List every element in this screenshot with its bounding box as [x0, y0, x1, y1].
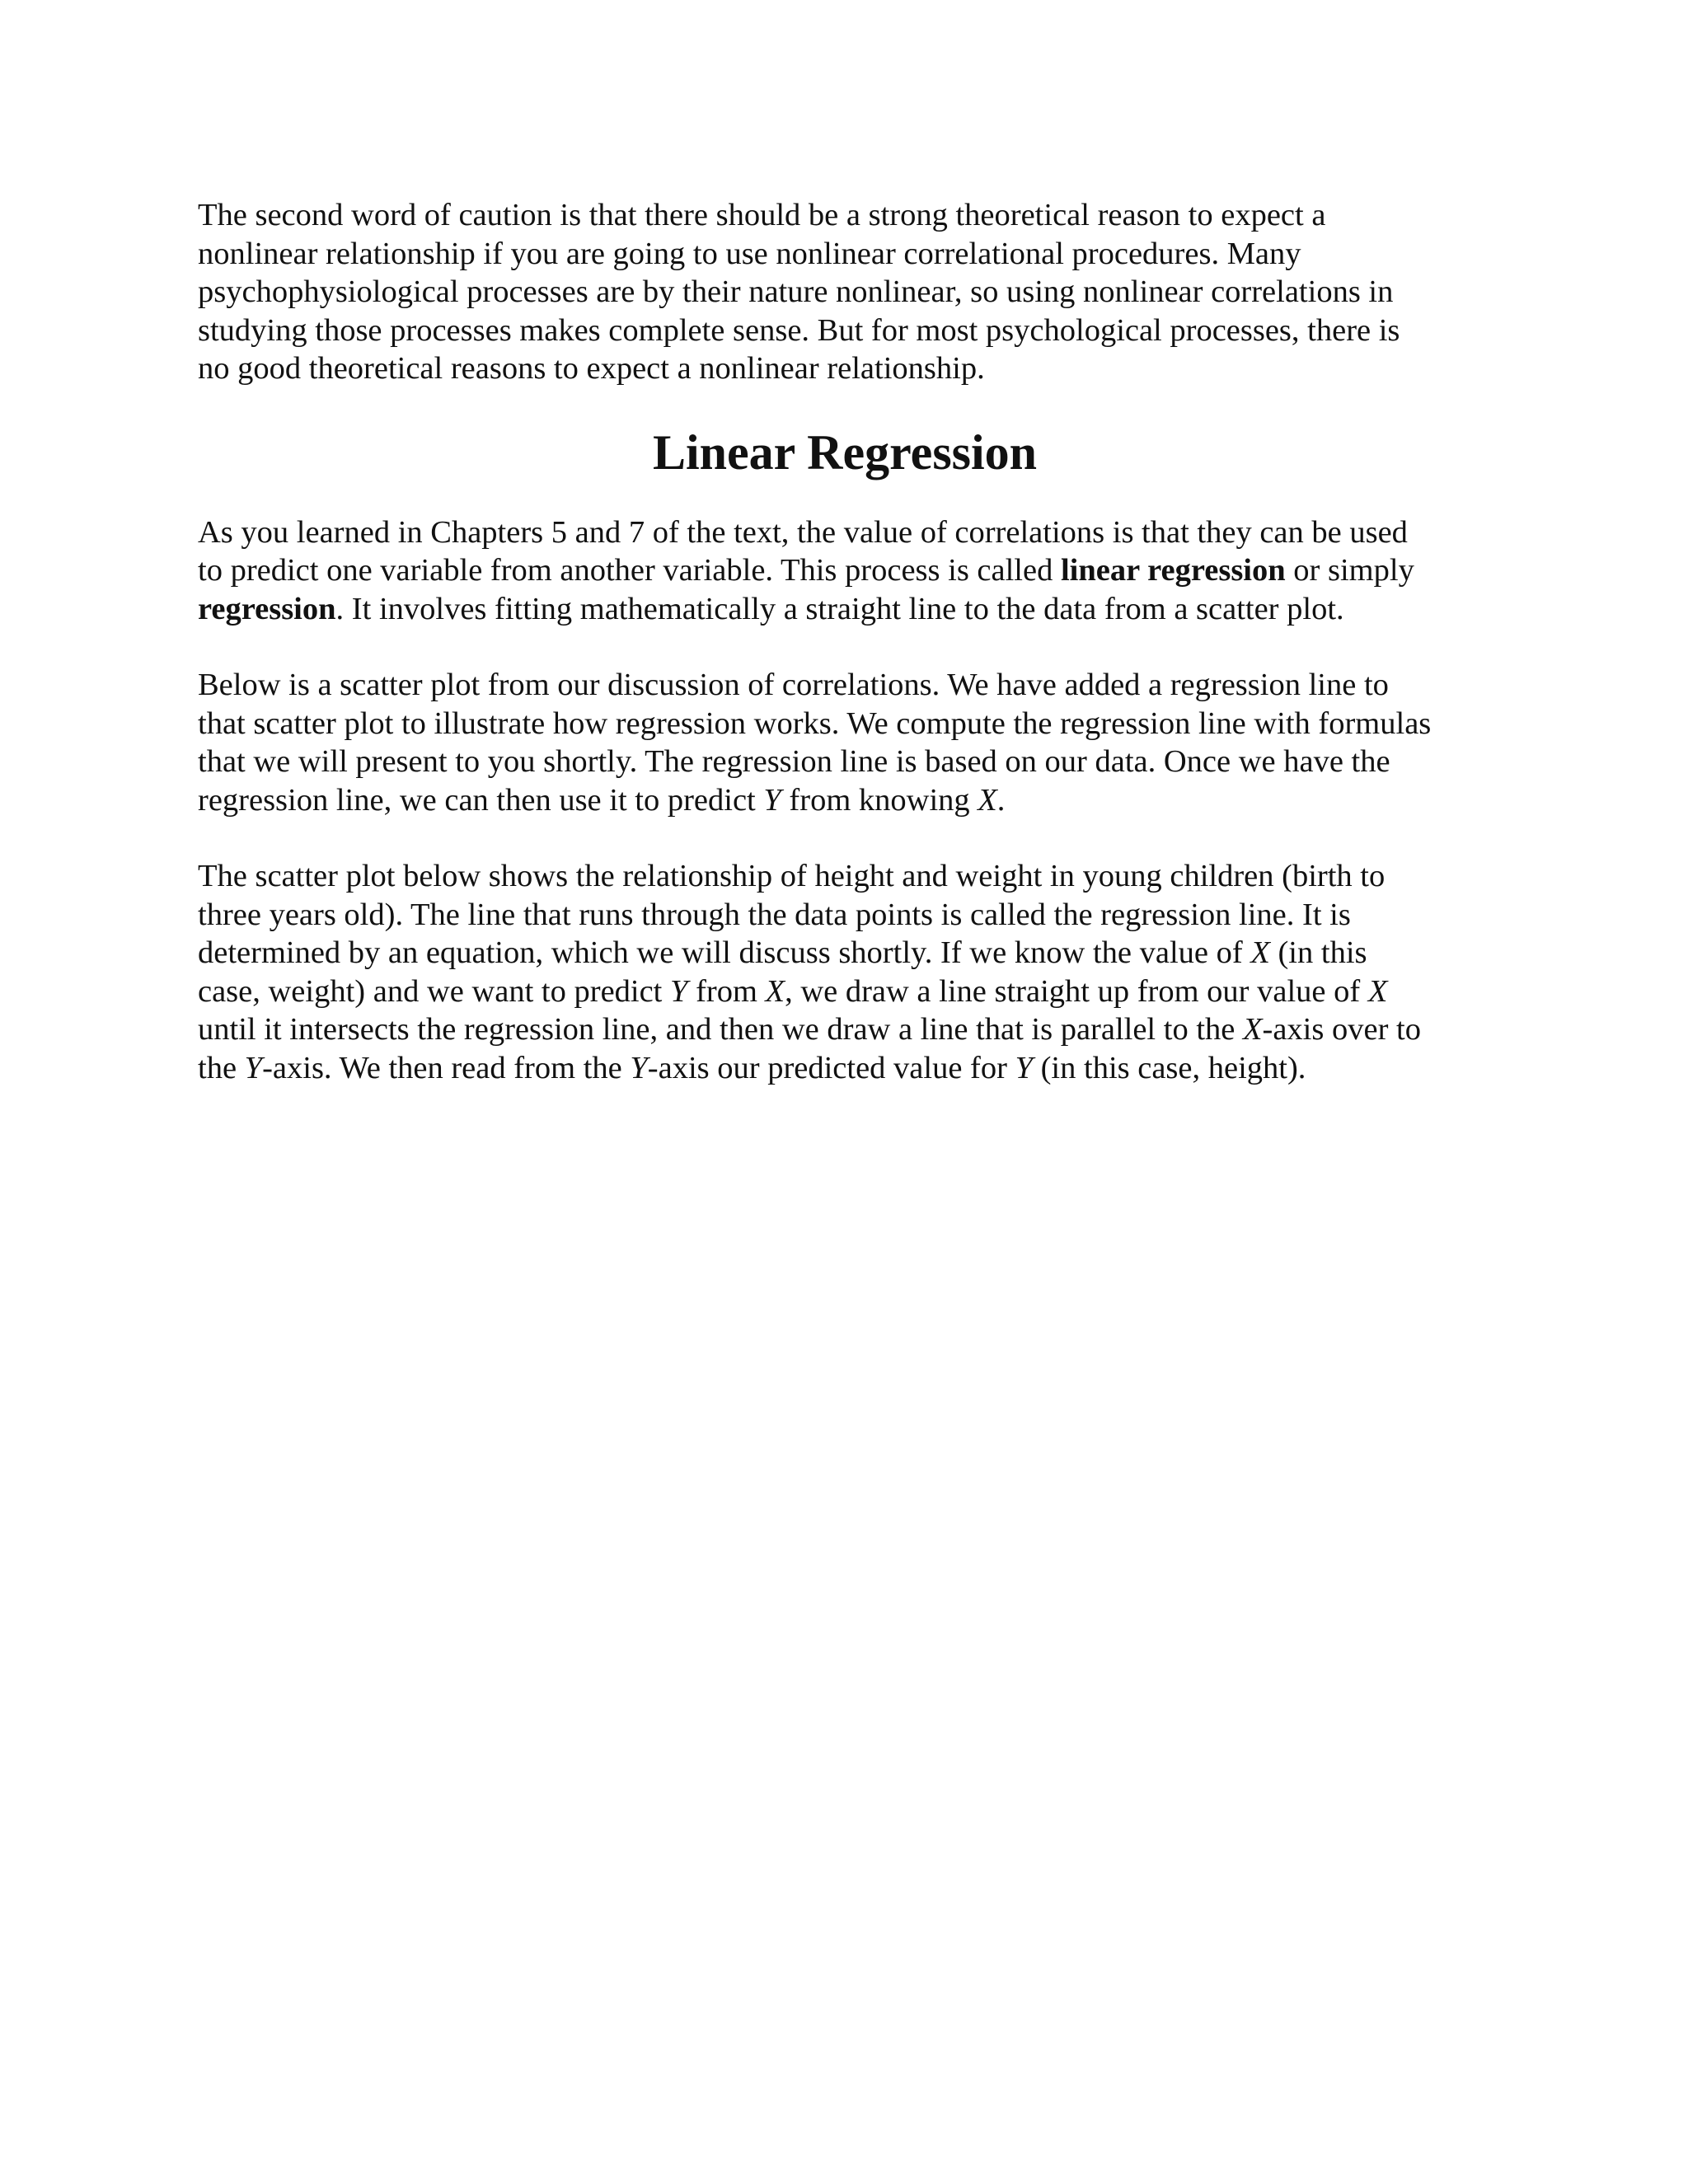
paragraph-scatter-explanation: [198, 857, 1492, 1087]
text-line: [198, 551, 1492, 590]
text-run: determined by an equation, which we will discuss shortly. If we know the value of: [198, 935, 1251, 970]
text-run: (in this case, height).: [1032, 1050, 1306, 1085]
text-run: until it intersects the regression line, and then we draw a line that is parallel to the: [198, 1012, 1243, 1047]
text-line: [198, 1010, 1492, 1049]
text-line: [198, 781, 1492, 820]
text-run: case, weight) and we want to predict: [198, 973, 671, 1009]
text-run: regression line, we can then use it to predict: [198, 782, 764, 818]
text-run: from knowing: [781, 782, 978, 818]
text-run: from: [687, 973, 766, 1009]
italic-variable: X: [978, 782, 997, 818]
text-run: , we draw a line straight up from our value of: [785, 973, 1368, 1009]
text-run: to predict one variable from another variable. This process is called: [198, 553, 1061, 588]
italic-variable: Y: [763, 782, 781, 818]
text-run: -axis. We then read from the: [262, 1050, 631, 1085]
italic-variable: X: [765, 973, 785, 1009]
paragraph-gap: [198, 819, 1492, 857]
text-line: [198, 934, 1492, 972]
text-line: Below is a scatter plot from our discussion of correlations. We have added a regression line to: [198, 668, 1389, 702]
text-line: studying those processes makes complete sense. But for most psychological processes, there is: [198, 312, 1400, 348]
text-line: psychophysiological processes are by their nature nonlinear, so using nonlinear correlations in: [198, 274, 1394, 309]
text-line: that we will present to you shortly. The regression line is based on our data. Once we have the: [198, 744, 1390, 779]
paragraph-scatter-intro: [198, 666, 1492, 819]
italic-variable: Y: [630, 1050, 648, 1085]
italic-variable: X: [1242, 1012, 1263, 1047]
document-page: [198, 196, 1492, 1087]
text-run: -axis our predicted value for: [647, 1050, 1015, 1085]
text-run: or simply: [1285, 553, 1414, 588]
text-run: .: [996, 782, 1006, 818]
italic-variable: Y: [670, 973, 688, 1009]
text-line: [198, 1049, 1492, 1088]
text-line: that scatter plot to illustrate how regression works. We compute the regression line with formulas: [198, 705, 1432, 741]
text-run: (in this: [1269, 935, 1367, 970]
text-line: no good theoretical reasons to expect a nonlinear relationship.: [198, 351, 985, 386]
text-line: three years old). The line that runs through the data points is called the regression line. It is: [198, 897, 1351, 932]
bold-term: linear regression: [1060, 553, 1286, 588]
italic-variable: Y: [1015, 1050, 1033, 1085]
text-line: The scatter plot below shows the relationship of height and weight in young children (birth to: [198, 859, 1386, 893]
text-run: -axis over to: [1262, 1012, 1421, 1047]
text-line: [198, 972, 1492, 1011]
italic-variable: X: [1250, 935, 1270, 970]
text-run: the: [198, 1050, 245, 1085]
paragraph-gap: [198, 628, 1492, 666]
italic-variable: X: [1367, 973, 1388, 1009]
text-line: As you learned in Chapters 5 and 7 of the text, the value of correlations is that they can be used: [198, 514, 1408, 550]
text-run: . It involves fitting mathematically a straight line to the data from a scatter plot.: [335, 591, 1344, 626]
section-heading: Linear Regression: [652, 424, 1038, 480]
text-line: nonlinear relationship if you are going to use nonlinear correlational procedures. Many: [198, 236, 1301, 271]
text-line: [198, 590, 1492, 629]
paragraph-caution: [198, 196, 1492, 388]
text-line: The second word of caution is that there should be a strong theoretical reason to expect a: [198, 198, 1326, 232]
bold-term: regression: [198, 591, 336, 626]
italic-variable: Y: [244, 1050, 263, 1085]
paragraph-intro: [198, 513, 1492, 629]
